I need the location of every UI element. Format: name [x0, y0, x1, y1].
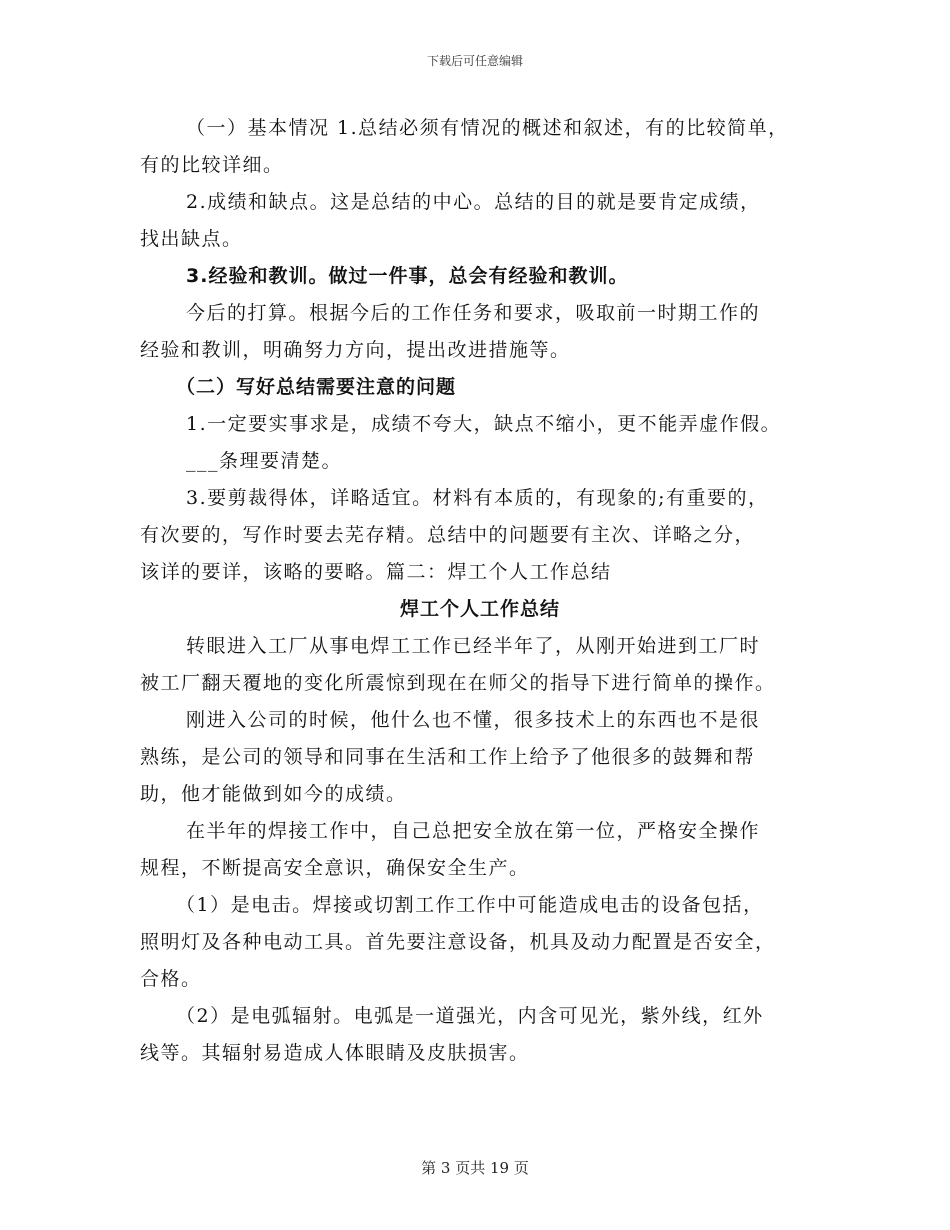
document-body — [140, 110, 820, 1072]
paragraph-line: 有次要的，写作时要去芜存精。总结中的问题要有主次、详略之分， — [140, 524, 756, 546]
paragraph-line: 助，他才能做到如今的成绩。 — [140, 783, 407, 805]
paragraph-line: 找出缺点。 — [140, 228, 243, 250]
article-title: 焊工个人工作总结 — [399, 598, 560, 620]
paragraph-line: 今后的打算。根据今后的工作任务和要求，吸取前一时期工作的 — [186, 302, 761, 324]
page-footer: 第 3 页共 19 页 — [421, 1159, 529, 1177]
paragraph-line: 该详的要详，该略的要略。篇二：焊工个人工作总结 — [140, 561, 612, 583]
section-heading: （二）写好总结需要注意的问题 — [176, 376, 457, 398]
bold-heading-line: 3.经验和教训。做过一件事，总会有经验和教训。 — [186, 265, 629, 287]
paragraph-line: 刚进入公司的时候，他什么也不懂，很多技术上的东西也不是很 — [186, 709, 761, 731]
paragraph-line: 经验和教训，明确努力方向，提出改进措施等。 — [140, 339, 571, 361]
paragraph-line: 熟练，是公司的领导和同事在生活和工作上给予了他很多的鼓舞和帮 — [140, 746, 756, 768]
paragraph-line: 3.要剪裁得体，详略适宜。材料有本质的，有现象的;有重要的， — [186, 487, 769, 509]
paragraph-line: ___条理要清楚。 — [186, 450, 343, 472]
paragraph-line: （2）是电弧辐射。电弧是一道强光，内含可见光，紫外线，红外 — [176, 1005, 764, 1027]
paragraph-line: 有的比较详细。 — [140, 154, 284, 176]
paragraph-line: 1.一定要实事求是，成绩不夸大，缺点不缩小，更不能弄虚作假。 — [186, 413, 782, 435]
paragraph-line: 线等。其辐射易造成人体眼睛及皮肤损害。 — [140, 1042, 530, 1064]
paragraph-line: 照明灯及各种电动工具。首先要注意设备，机具及动力配置是否安全， — [140, 931, 776, 953]
paragraph-line: 合格。 — [140, 968, 202, 990]
paragraph-line: 2.成绩和缺点。这是总结的中心。总结的目的就是要肯定成绩， — [186, 191, 761, 213]
paragraph-line: 规程，不断提高安全意识，确保安全生产。 — [140, 857, 530, 879]
paragraph-line: 在半年的焊接工作中，自己总把安全放在第一位，严格安全操作 — [186, 820, 761, 842]
paragraph-line: 被工厂翻天覆地的变化所震惊到现在在师父的指导下进行简单的操作。 — [140, 672, 776, 694]
paragraph-line: 转眼进入工厂从事电焊工工作已经半年了，从刚开始进到工厂时 — [186, 635, 761, 657]
paragraph-line: （一）基本情况 1.总结必须有情况的概述和叙述，有的比较简单， — [186, 117, 789, 139]
paragraph-line: （1）是电击。焊接或切割工作工作中可能造成电击的设备包括， — [176, 894, 764, 916]
page-header: 下载后可任意编辑 — [426, 54, 523, 68]
